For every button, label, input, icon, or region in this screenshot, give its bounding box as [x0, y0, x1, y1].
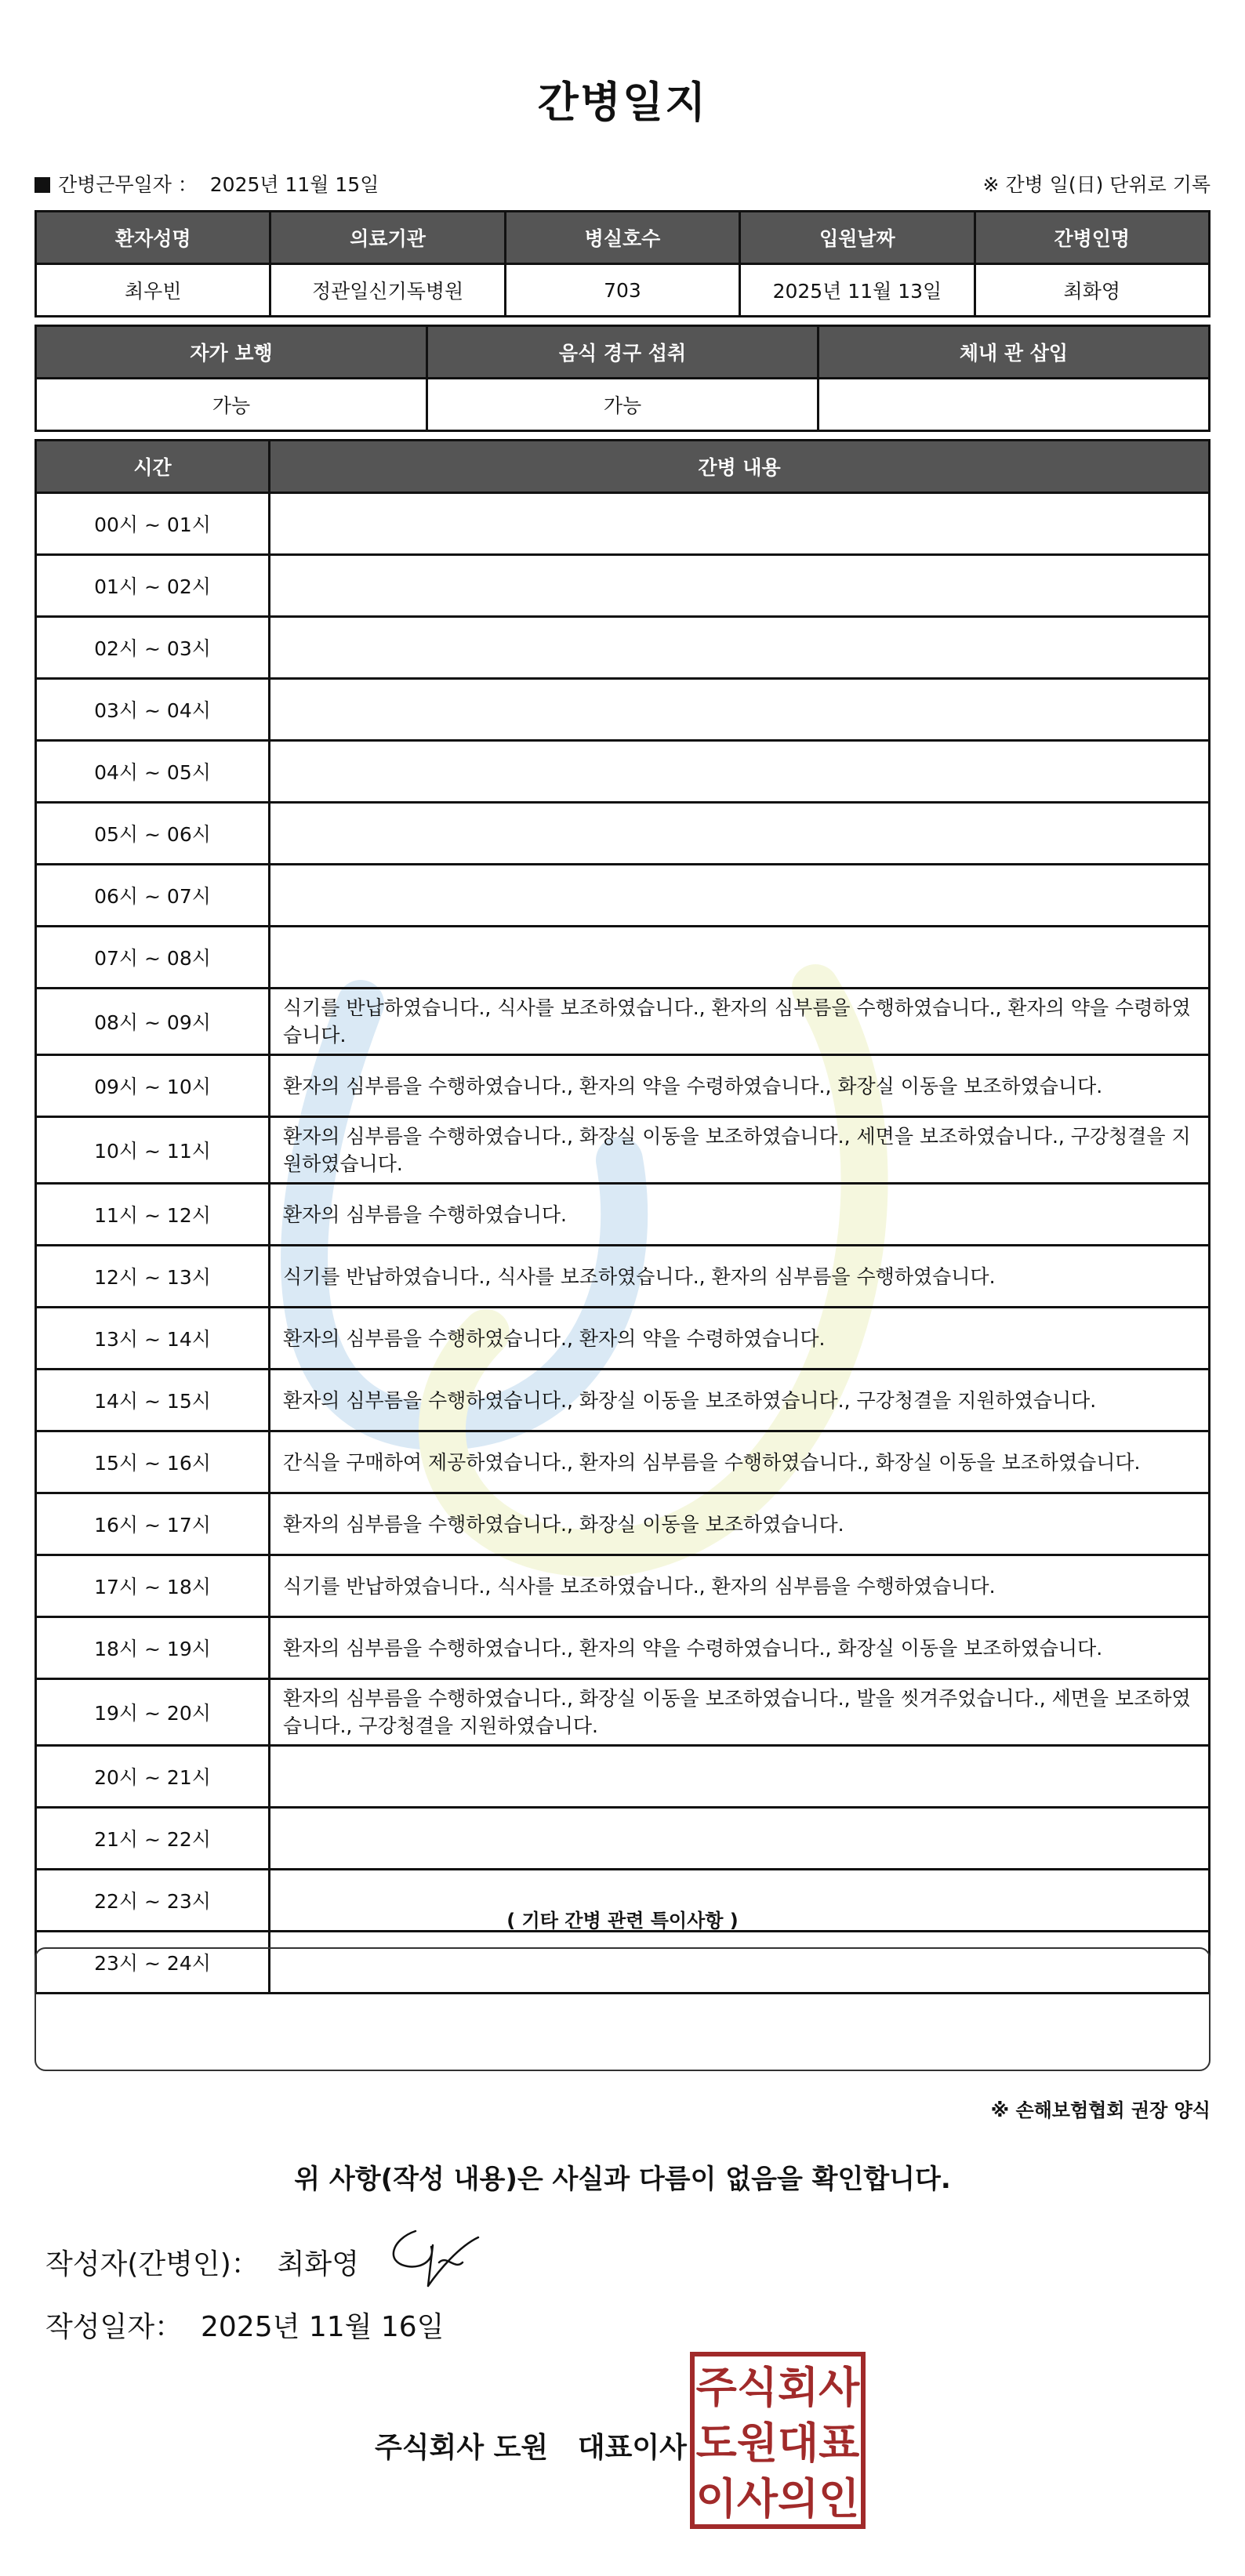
log-time: 16시 ~ 17시 [36, 1493, 270, 1555]
log-time: 12시 ~ 13시 [36, 1246, 270, 1308]
writer-line [45, 2242, 359, 2282]
oral-intake-status: 가능 [427, 379, 819, 431]
log-row [36, 989, 1210, 1055]
log-row [36, 865, 1210, 927]
log-time: 00시 ~ 01시 [36, 493, 270, 555]
write-date-line [45, 2305, 444, 2345]
log-row [36, 1431, 1210, 1493]
header-caregiver: 간병인명 [975, 212, 1209, 264]
log-time: 04시 ~ 05시 [36, 741, 270, 803]
insurance-note: ※ 손해보험협회 권장 양식 [990, 2099, 1211, 2121]
company-name: 주식회사 도원 [375, 2432, 549, 2464]
log-content [270, 493, 1210, 555]
log-row [36, 1555, 1210, 1617]
room-number: 703 [505, 264, 739, 317]
stamp-row: 이사의인 [695, 2474, 860, 2523]
log-content: 환자의 심부름을 수행하였습니다., 환자의 약을 수령하였습니다., 화장실 이동을 보조하였습니다. [270, 1617, 1210, 1679]
log-time: 19시 ~ 20시 [36, 1679, 270, 1746]
log-time: 06시 ~ 07시 [36, 865, 270, 927]
stamp-row: 도원대표 [695, 2418, 860, 2468]
write-date-label: 작성일자： [45, 2311, 183, 2343]
log-time: 21시 ~ 22시 [36, 1808, 270, 1870]
log-row [36, 1617, 1210, 1679]
remarks-title: ( 기타 간병 관련 특이사항 ) [506, 1910, 739, 1932]
log-content: 환자의 심부름을 수행하였습니다., 화장실 이동을 보조하였습니다., 발을 씻겨주었습니다., 세면을 보조하였습니다., 구강청결을 지원하였습니다. [270, 1679, 1210, 1746]
company-seal-stamp [690, 2352, 866, 2529]
patient-info-table [34, 210, 1211, 317]
log-time: 22시 ~ 23시 [36, 1870, 270, 1932]
admission-date: 2025년 11월 13일 [740, 264, 975, 317]
header-patient-name: 환자성명 [36, 212, 270, 264]
care-log-table [34, 439, 1211, 1994]
writer-label: 작성자(간병인)： [45, 2248, 260, 2280]
log-content [270, 555, 1210, 617]
log-content [270, 927, 1210, 989]
log-time: 02시 ~ 03시 [36, 617, 270, 679]
write-date: 2025년 11월 16일 [201, 2311, 445, 2343]
header-time: 시간 [36, 441, 270, 493]
patient-status-table [34, 325, 1211, 432]
log-row [36, 1493, 1210, 1555]
log-content: 환자의 심부름을 수행하였습니다., 화장실 이동을 보조하였습니다., 세면을 보조하였습니다., 구강청결을 지원하였습니다. [270, 1117, 1210, 1184]
log-row [36, 1679, 1210, 1746]
unit-note: ※ 간병 일(日) 단위로 기록 [982, 173, 1211, 196]
log-content: 식기를 반납하였습니다., 식사를 보조하였습니다., 환자의 심부름을 수행하였습니다. [270, 1246, 1210, 1308]
log-content: 환자의 심부름을 수행하였습니다., 화장실 이동을 보조하였습니다. [270, 1493, 1210, 1555]
log-row [36, 1184, 1210, 1246]
log-time: 01시 ~ 02시 [36, 555, 270, 617]
log-row [36, 741, 1210, 803]
log-row [36, 617, 1210, 679]
header-oral-intake: 음식 경구 섭취 [427, 326, 819, 379]
log-time: 20시 ~ 21시 [36, 1746, 270, 1808]
caregiver-name: 최화영 [975, 264, 1209, 317]
log-content [270, 679, 1210, 741]
square-bullet-icon [34, 177, 50, 193]
tube-status [819, 379, 1210, 431]
log-content [270, 865, 1210, 927]
log-time: 10시 ~ 11시 [36, 1117, 270, 1184]
header-hospital: 의료기관 [270, 212, 505, 264]
log-row [36, 1808, 1210, 1870]
log-content [270, 803, 1210, 865]
header-content: 간병 내용 [270, 441, 1210, 493]
writer-name: 최화영 [277, 2248, 359, 2280]
log-row [36, 679, 1210, 741]
log-time: 08시 ~ 09시 [36, 989, 270, 1055]
log-row [36, 493, 1210, 555]
page-title: 간병일지 [537, 78, 708, 127]
header-walking: 자가 보행 [36, 326, 427, 379]
log-time: 14시 ~ 15시 [36, 1370, 270, 1431]
company-line [375, 2425, 687, 2465]
log-time: 09시 ~ 10시 [36, 1055, 270, 1117]
header-room: 병실호수 [505, 212, 739, 264]
log-time: 03시 ~ 04시 [36, 679, 270, 741]
log-content [270, 1746, 1210, 1808]
log-row [36, 1117, 1210, 1184]
log-row [36, 927, 1210, 989]
log-content [270, 617, 1210, 679]
log-content: 환자의 심부름을 수행하였습니다. [270, 1184, 1210, 1246]
work-date-label: 간병근무일자 ： [58, 173, 198, 196]
work-date-value: 2025년 11월 15일 [209, 173, 379, 196]
log-content [270, 741, 1210, 803]
log-time: 07시 ~ 08시 [36, 927, 270, 989]
signature [384, 2223, 486, 2294]
work-date-line [34, 169, 379, 198]
log-content: 식기를 반납하였습니다., 식사를 보조하였습니다., 환자의 심부름을 수행하였습니다. [270, 1555, 1210, 1617]
confirm-statement: 위 사항(작성 내용)은 사실과 다름이 없음을 확인합니다. [294, 2164, 951, 2195]
log-time: 11시 ~ 12시 [36, 1184, 270, 1246]
patient-name: 최우빈 [36, 264, 270, 317]
log-content: 환자의 심부름을 수행하였습니다., 환자의 약을 수령하였습니다. [270, 1308, 1210, 1370]
log-row [36, 1308, 1210, 1370]
log-time: 17시 ~ 18시 [36, 1555, 270, 1617]
log-time: 05시 ~ 06시 [36, 803, 270, 865]
log-time: 13시 ~ 14시 [36, 1308, 270, 1370]
log-row [36, 1370, 1210, 1431]
log-row [36, 1055, 1210, 1117]
log-row [36, 555, 1210, 617]
log-row [36, 1246, 1210, 1308]
log-content: 간식을 구매하여 제공하였습니다., 환자의 심부름을 수행하였습니다., 화장실 이동을 보조하였습니다. [270, 1431, 1210, 1493]
log-time: 15시 ~ 16시 [36, 1431, 270, 1493]
walking-status: 가능 [36, 379, 427, 431]
log-content: 환자의 심부름을 수행하였습니다., 화장실 이동을 보조하였습니다., 구강청결을 지원하였습니다. [270, 1370, 1210, 1431]
log-time: 18시 ~ 19시 [36, 1617, 270, 1679]
log-row [36, 803, 1210, 865]
log-content: 환자의 심부름을 수행하였습니다., 환자의 약을 수령하였습니다., 화장실 이동을 보조하였습니다. [270, 1055, 1210, 1117]
log-row [36, 1746, 1210, 1808]
stamp-row: 주식회사 [695, 2363, 860, 2412]
header-tube: 체내 관 삽입 [819, 326, 1210, 379]
log-time: 23시 ~ 24시 [36, 1932, 270, 1994]
remarks-box [34, 1947, 1211, 2071]
ceo-label: 대표이사 [577, 2432, 687, 2464]
log-content: 식기를 반납하였습니다., 식사를 보조하였습니다., 환자의 심부름을 수행하였습니다., 환자의 약을 수령하였습니다. [270, 989, 1210, 1055]
log-content [270, 1808, 1210, 1870]
hospital: 정관일신기독병원 [270, 264, 505, 317]
header-admission-date: 입원날짜 [740, 212, 975, 264]
